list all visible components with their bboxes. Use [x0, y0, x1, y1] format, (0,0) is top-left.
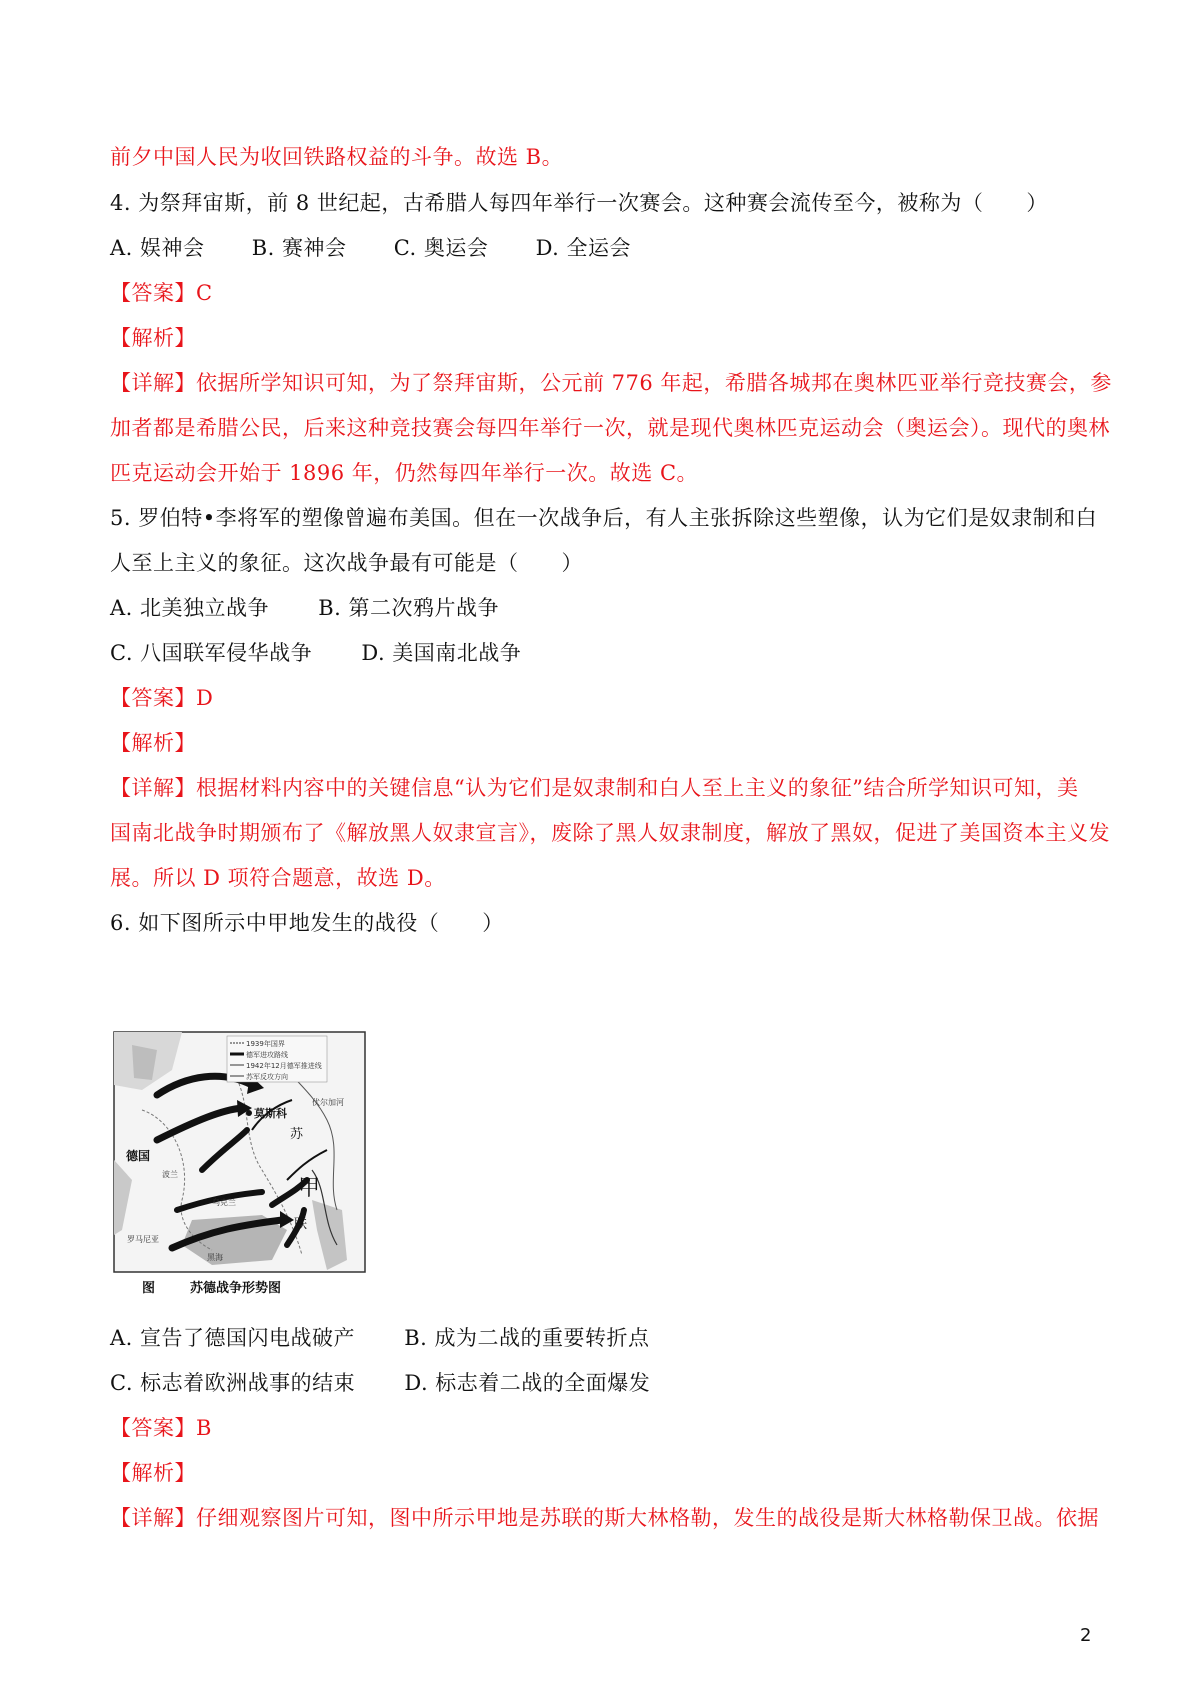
- legend-advance-line: 1942年12月德军推进线: [246, 1062, 322, 1070]
- detail-text: 【详解】依据所学知识可知，为了祭拜宙斯，公元前 776 年起，希腊各城邦在奥林匹亚举行竞技赛会，参: [110, 371, 1112, 395]
- figure-caption: 苏德战争形势图: [190, 1281, 282, 1296]
- option-c: C. 八国联军侵华战争: [110, 641, 313, 665]
- option-a: A. 宣告了德国闪电战破产: [110, 1326, 356, 1350]
- label-su: 苏: [290, 1127, 304, 1142]
- detail-text: 【详解】仔细观察图片可知，图中所示甲地是苏联的斯大林格勒，发生的战役是斯大林格勒保卫战。依据: [110, 1506, 1099, 1530]
- legend-border: 1939年国界: [246, 1040, 285, 1048]
- page-number: 2: [1080, 1625, 1092, 1646]
- label-black-sea: 黑海: [207, 1253, 223, 1262]
- option-d: D. 美国南北战争: [361, 641, 522, 665]
- legend-attack: 德军进攻路线: [246, 1051, 288, 1059]
- option-c: C. 奥运会: [393, 236, 489, 260]
- answer: 【答案】B: [110, 1416, 212, 1440]
- analysis-heading: 【解析】: [110, 326, 196, 350]
- option-b: B. 赛神会: [251, 236, 347, 260]
- question-5-cont: 人至上主义的象征。这次战争最有可能是（ ）: [110, 551, 583, 575]
- question-5-options-row1: [110, 593, 1100, 623]
- answer: 【答案】C: [110, 281, 213, 305]
- option-c: C. 标志着欧洲战事的结束: [110, 1371, 356, 1395]
- label-jia: 甲: [298, 1176, 321, 1201]
- question-6-options-row2: [110, 1368, 1100, 1398]
- label-poland: 波兰: [162, 1170, 178, 1179]
- analysis-heading: 【解析】: [110, 1461, 196, 1485]
- detail-text: 匹克运动会开始于 1896 年，仍然每四年举行一次。故选 C。: [110, 461, 699, 485]
- question-6-options-row1: [110, 1323, 1100, 1353]
- answer: 【答案】D: [110, 686, 214, 710]
- label-lian: 联: [294, 1217, 308, 1232]
- label-moscow: 莫斯科: [254, 1107, 287, 1120]
- label-germany: 德国: [126, 1149, 151, 1163]
- option-a: A. 娱神会: [110, 236, 205, 260]
- analysis-heading: 【解析】: [110, 731, 196, 755]
- question-5-options-row2: [110, 638, 1100, 668]
- legend-counterattack: 苏军反攻方向: [246, 1073, 288, 1081]
- option-a: A. 北美独立战争: [110, 596, 270, 620]
- question-5: 5. 罗伯特•李将军的塑像曾遍布美国。但在一次战争后，有人主张拆除这些塑像，认为它们是奴隶制和白: [110, 506, 1098, 530]
- detail-text: 国南北战争时期颁布了《解放黑人奴隶宣言》，废除了黑人奴隶制度，解放了黑奴，促进了美国资本主义发: [110, 821, 1110, 845]
- label-ukraine: 乌克兰: [212, 1198, 236, 1207]
- question-4: 4. 为祭拜宙斯，前 8 世纪起，古希腊人每四年举行一次赛会。这种赛会流传至今，被称为（ ）: [110, 191, 1048, 215]
- option-d: D. 标志着二战的全面爆发: [404, 1371, 651, 1395]
- option-b: B. 第二次鸦片战争: [318, 596, 499, 620]
- soviet-german-war-map: [112, 1030, 367, 1300]
- question-6: 6. 如下图所示中甲地发生的战役（ ）: [110, 911, 504, 935]
- detail-text: 加者都是希腊公民，后来这种竞技赛会每四年举行一次，就是现代奥林匹克运动会（奥运会）。现代的奥林: [110, 416, 1110, 440]
- label-romania: 罗马尼亚: [127, 1235, 159, 1244]
- option-d: D. 全运会: [535, 236, 632, 260]
- text-line: 前夕中国人民为收回铁路权益的斗争。故选 B。: [110, 145, 564, 169]
- detail-text: 展。所以 D 项符合题意，故选 D。: [110, 866, 446, 890]
- detail-text: 【详解】根据材料内容中的关键信息“认为它们是奴隶制和白人至上主义的象征”结合所学知识可知，美: [110, 776, 1079, 800]
- question-4-options: [110, 233, 1100, 263]
- figure-number: 图: [142, 1281, 156, 1296]
- option-b: B. 成为二战的重要转折点: [404, 1326, 650, 1350]
- label-volga: 伏尔加河: [312, 1098, 344, 1107]
